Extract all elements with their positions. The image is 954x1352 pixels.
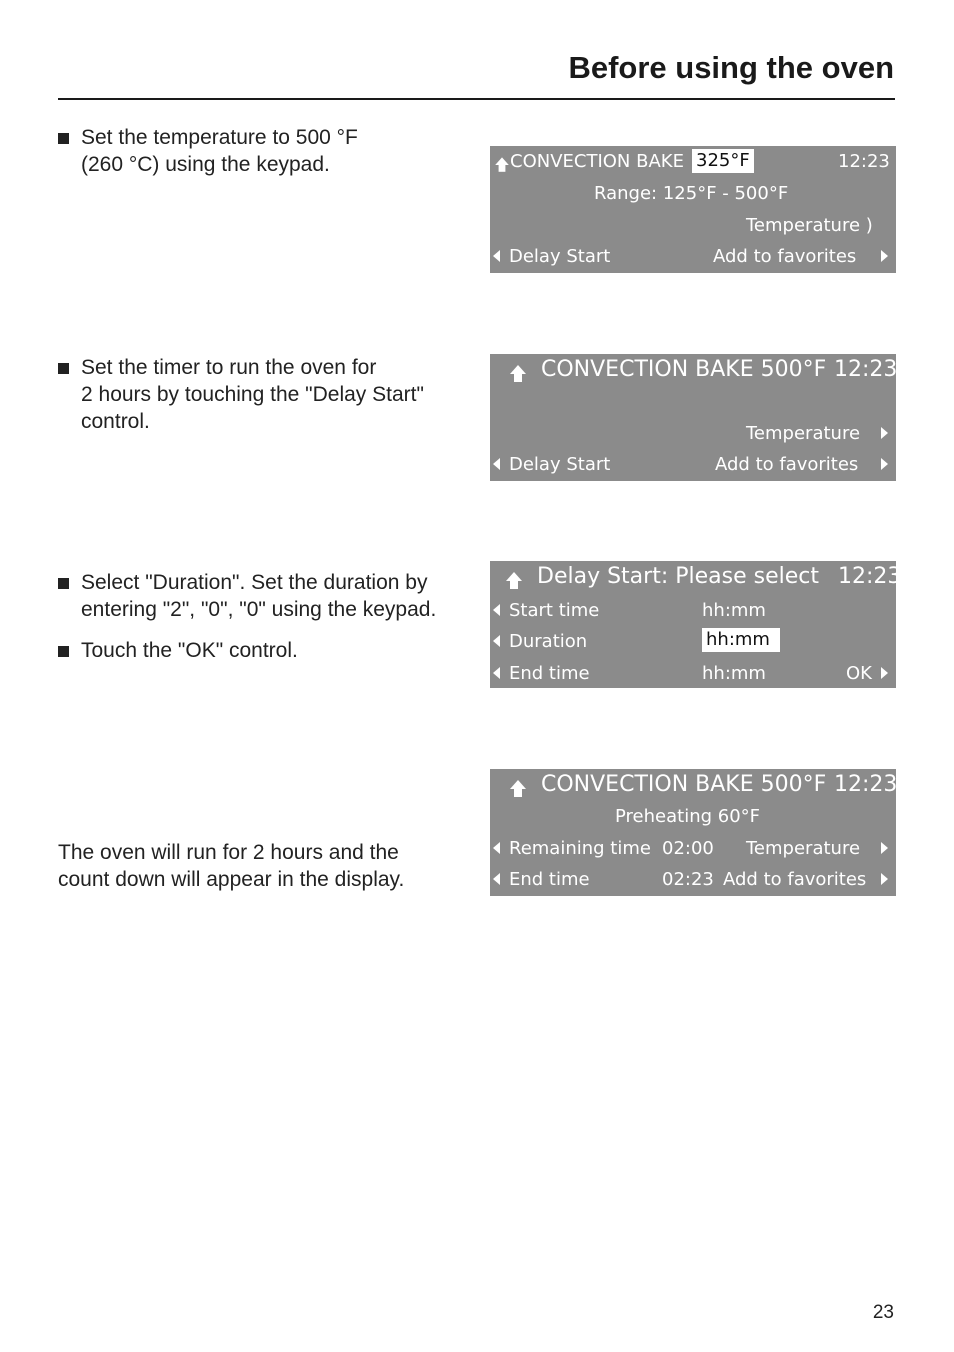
left-arrow-icon xyxy=(493,873,500,885)
instruction-text: Select "Duration". Set the duration by entering "2", "0", "0" using the keypad. xyxy=(81,571,437,621)
left-arrow-icon xyxy=(493,250,500,262)
bullet-square-icon xyxy=(58,578,69,589)
temperature-option[interactable]: Temperature xyxy=(746,838,861,859)
instruction-step-2 xyxy=(58,354,468,435)
bullet-square-icon xyxy=(58,646,69,657)
add-to-favorites-option[interactable]: Add to favorites xyxy=(723,869,867,890)
display-mode: CONVECTION BAKE xyxy=(510,151,684,172)
result-paragraph: The oven will run for 2 hours and the count down will appear in the display. xyxy=(58,841,405,891)
add-to-favorites-option[interactable]: Add to favorites xyxy=(715,454,859,475)
end-time-option[interactable]: End time xyxy=(509,663,590,684)
page-number: 23 xyxy=(872,1302,894,1323)
start-time-value: hh:mm xyxy=(702,600,766,621)
display-clock: 12:23 xyxy=(834,357,898,382)
display-header: Delay Start: Please select xyxy=(537,564,819,589)
instruction-text: Touch the "OK" control. xyxy=(81,639,298,662)
add-to-favorites-option[interactable]: Add to favorites xyxy=(713,246,857,267)
oven-display-convection xyxy=(490,354,896,481)
right-arrow-icon xyxy=(881,873,888,885)
remaining-time-option[interactable]: Remaining time xyxy=(509,838,651,859)
ok-button[interactable]: OK xyxy=(846,663,872,684)
bullet-square-icon xyxy=(58,133,69,144)
right-arrow-icon xyxy=(881,250,888,262)
temperature-option[interactable]: Temperature ) xyxy=(746,215,873,236)
right-arrow-icon xyxy=(881,842,888,854)
oven-display-temperature xyxy=(490,146,896,273)
instruction-text: Set the timer to run the oven for 2 hours by touching the "Delay Start" control. xyxy=(81,356,424,433)
oven-display-delay-start xyxy=(490,561,902,688)
display-header: CONVECTION BAKE 500°F xyxy=(541,357,827,382)
temperature-range: Range: 125°F - 500°F xyxy=(594,183,789,204)
bullet-square-icon xyxy=(58,363,69,374)
instruction-text: Set the temperature to 500 °F (260 °C) using the keypad. xyxy=(81,126,358,176)
left-arrow-icon xyxy=(493,458,500,470)
instruction-step-3 xyxy=(58,569,468,623)
delay-start-option[interactable]: Delay Start xyxy=(509,246,611,267)
back-arrow-up-icon[interactable] xyxy=(510,365,526,383)
end-time-value: hh:mm xyxy=(702,663,766,684)
title-rule xyxy=(58,98,895,100)
instruction-step-4 xyxy=(58,637,468,664)
end-time-option[interactable]: End time xyxy=(509,869,590,890)
duration-option[interactable]: Duration xyxy=(509,631,588,652)
display-clock: 12:23 xyxy=(838,151,890,172)
display-header: CONVECTION BAKE 500°F xyxy=(541,772,827,797)
duration-input-value[interactable]: hh:mm xyxy=(702,628,780,652)
oven-display-countdown xyxy=(490,769,896,896)
back-arrow-up-icon[interactable] xyxy=(510,780,526,798)
temperature-input-value[interactable]: 325°F xyxy=(692,149,754,173)
page-title: Before using the oven xyxy=(568,50,894,85)
start-time-option[interactable]: Start time xyxy=(509,600,600,621)
left-arrow-icon xyxy=(493,604,500,616)
display-clock: 12:23 xyxy=(838,564,902,589)
display-clock: 12:23 xyxy=(834,772,898,797)
right-arrow-icon xyxy=(881,458,888,470)
delay-start-option[interactable]: Delay Start xyxy=(509,454,611,475)
instruction-step-1 xyxy=(58,124,468,178)
back-arrow-up-icon[interactable] xyxy=(506,572,522,590)
back-arrow-up-icon[interactable] xyxy=(495,157,509,172)
left-arrow-icon xyxy=(493,635,500,647)
right-arrow-icon xyxy=(881,427,888,439)
remaining-time-value: 02:00 xyxy=(662,838,714,859)
preheating-status: Preheating 60°F xyxy=(615,806,761,827)
right-arrow-icon xyxy=(881,667,888,679)
end-time-value: 02:23 xyxy=(662,869,714,890)
temperature-option[interactable]: Temperature xyxy=(746,423,861,444)
left-arrow-icon xyxy=(493,667,500,679)
left-arrow-icon xyxy=(493,842,500,854)
